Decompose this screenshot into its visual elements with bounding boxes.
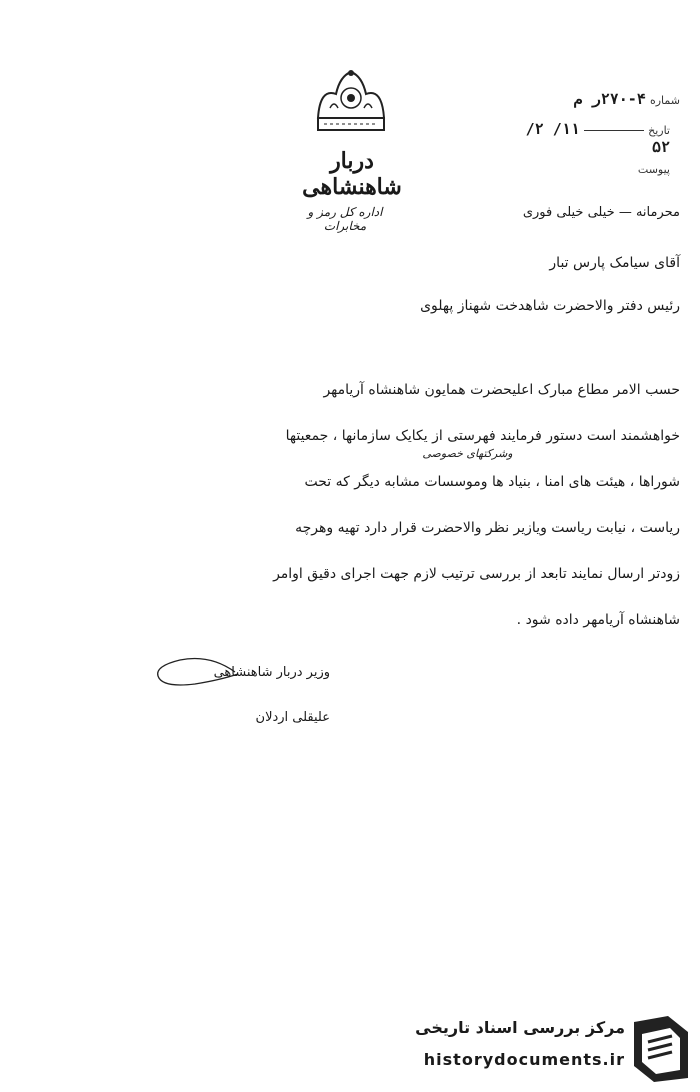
- body-line: ریاست ، نیابت ریاست ویازیر نظر والاحضرت قرار دارد تهیه وهرچه: [295, 520, 680, 536]
- date-rule: [584, 130, 644, 131]
- footer-organization: مرکز بررسی اسناد تاریخی: [415, 1018, 625, 1037]
- signatory-name: علیقلی اردلان: [255, 710, 330, 725]
- footer-website: historydocuments.ir: [423, 1050, 625, 1069]
- handwritten-insertion: وشرکتهای خصوصی: [422, 447, 513, 460]
- court-name: دربار شاهنشاهی: [302, 148, 402, 200]
- body-line: شوراها ، هیئت های امنا ، بنیاد ها وموسسات مشابه دیگر که تحت: [304, 474, 680, 490]
- date-label: تاریخ: [648, 124, 670, 137]
- attachment-field: [600, 162, 670, 177]
- department-name: اداره کل رمز و مخابرات: [307, 205, 383, 233]
- body-line: زودتر ارسال نمایند تابعد از بررسی ترتیب لازم جهت اجرای دقیق اوامر: [273, 566, 680, 582]
- body-line: حسب الامر مطاع مبارک اعلیحضرت همایون شاهنشاه آریامهر: [323, 382, 680, 398]
- number-value: ۴-۲۷۰ر م: [573, 90, 646, 108]
- number-label: شماره: [649, 94, 680, 107]
- recipient-title: رئیس دفتر والاحضرت شاهدخت شهناز پهلوی: [420, 298, 680, 314]
- letter-date: [510, 120, 670, 156]
- body-line: شاهنشاه آریامهر داده شود .: [516, 612, 680, 628]
- date-value: ۱۱/ ۲/ ۵۲: [525, 120, 670, 156]
- royal-crown-icon: [310, 68, 392, 140]
- archive-book-logo-icon: [628, 1012, 694, 1084]
- recipient-name: آقای سیامک پارس تبار: [549, 255, 680, 271]
- body-line: خواهشمند است دستور فرمایند فهرستی از یکایک سازمانها ، جمعیتها: [285, 428, 680, 444]
- letter-body: [110, 375, 680, 651]
- letter-number: [540, 90, 680, 108]
- signatory-title: وزیر دربار شاهنشاهی: [213, 665, 330, 680]
- attachment-label: پیوست: [637, 163, 670, 176]
- classification-line: محرمانه — خیلی خیلی فوری: [522, 205, 680, 220]
